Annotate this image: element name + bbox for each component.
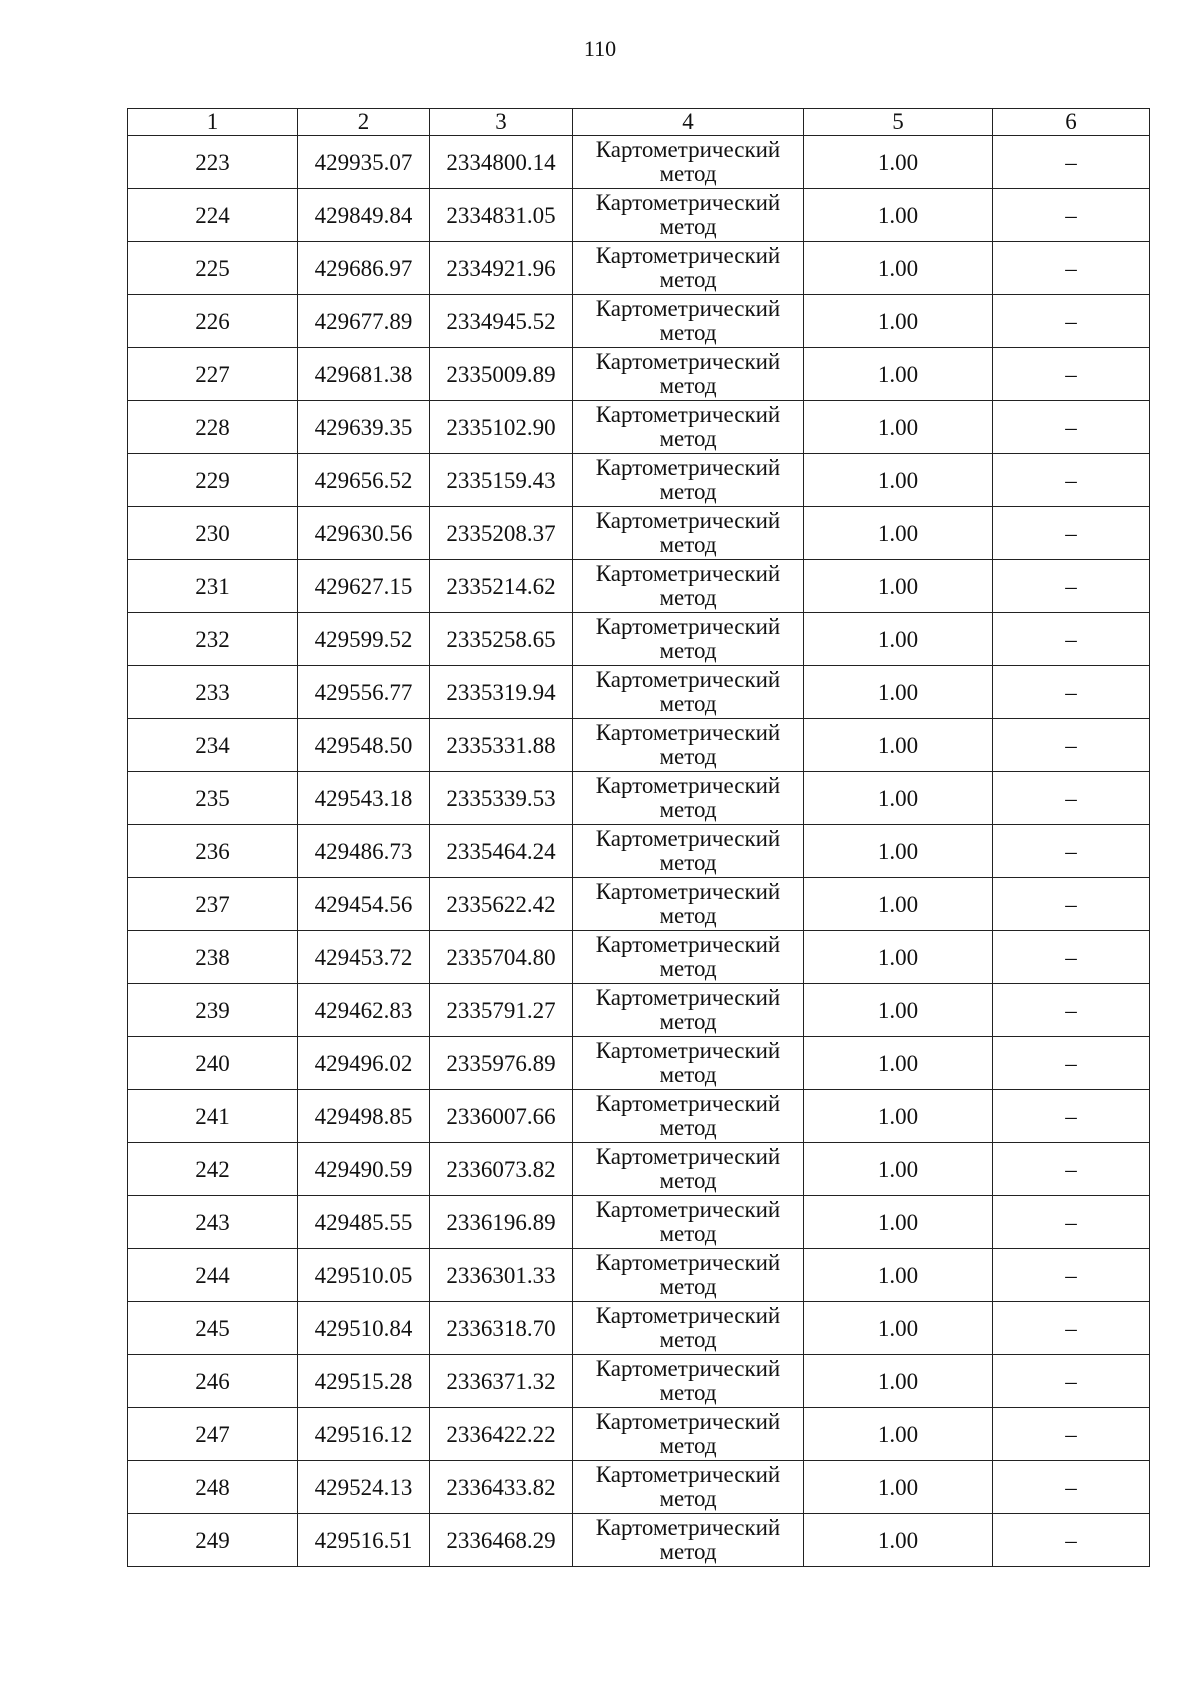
table-row (128, 772, 1150, 825)
column-header-5: 5 (804, 109, 993, 136)
table-row (128, 1302, 1150, 1355)
note-cell: – (993, 348, 1150, 401)
accuracy-cell: 1.00 (804, 1514, 993, 1567)
note-cell: – (993, 1302, 1150, 1355)
x-coordinate-cell: 429496.02 (298, 1037, 430, 1090)
accuracy-cell: 1.00 (804, 401, 993, 454)
x-coordinate-cell: 429681.38 (298, 348, 430, 401)
point-number-cell: 243 (128, 1196, 298, 1249)
table-body (128, 136, 1150, 1567)
accuracy-cell: 1.00 (804, 242, 993, 295)
note-cell: – (993, 1514, 1150, 1567)
accuracy-cell: 1.00 (804, 1302, 993, 1355)
note-cell: – (993, 825, 1150, 878)
table-row (128, 613, 1150, 666)
y-coordinate-cell: 2336318.70 (430, 1302, 573, 1355)
note-cell: – (993, 613, 1150, 666)
x-coordinate-cell: 429515.28 (298, 1355, 430, 1408)
table-row (128, 1196, 1150, 1249)
x-coordinate-cell: 429516.51 (298, 1514, 430, 1567)
y-coordinate-cell: 2335339.53 (430, 772, 573, 825)
coordinates-table-container (127, 108, 1149, 1567)
y-coordinate-cell: 2336468.29 (430, 1514, 573, 1567)
y-coordinate-cell: 2335102.90 (430, 401, 573, 454)
method-cell: Картометрический метод (573, 878, 804, 931)
column-header-4: 4 (573, 109, 804, 136)
x-coordinate-cell: 429556.77 (298, 666, 430, 719)
note-cell: – (993, 719, 1150, 772)
accuracy-cell: 1.00 (804, 719, 993, 772)
point-number-cell: 240 (128, 1037, 298, 1090)
y-coordinate-cell: 2335258.65 (430, 613, 573, 666)
note-cell: – (993, 1355, 1150, 1408)
y-coordinate-cell: 2334831.05 (430, 189, 573, 242)
x-coordinate-cell: 429462.83 (298, 984, 430, 1037)
method-cell: Картометрический метод (573, 1514, 804, 1567)
method-cell: Картометрический метод (573, 1461, 804, 1514)
x-coordinate-cell: 429656.52 (298, 454, 430, 507)
x-coordinate-cell: 429686.97 (298, 242, 430, 295)
point-number-cell: 227 (128, 348, 298, 401)
y-coordinate-cell: 2335331.88 (430, 719, 573, 772)
x-coordinate-cell: 429498.85 (298, 1090, 430, 1143)
y-coordinate-cell: 2335464.24 (430, 825, 573, 878)
table-row (128, 1037, 1150, 1090)
point-number-cell: 244 (128, 1249, 298, 1302)
point-number-cell: 249 (128, 1514, 298, 1567)
method-cell: Картометрический метод (573, 1143, 804, 1196)
table-row (128, 295, 1150, 348)
note-cell: – (993, 1408, 1150, 1461)
table-row (128, 1249, 1150, 1302)
point-number-cell: 233 (128, 666, 298, 719)
point-number-cell: 223 (128, 136, 298, 189)
point-number-cell: 236 (128, 825, 298, 878)
y-coordinate-cell: 2335791.27 (430, 984, 573, 1037)
y-coordinate-cell: 2335159.43 (430, 454, 573, 507)
accuracy-cell: 1.00 (804, 1408, 993, 1461)
y-coordinate-cell: 2336433.82 (430, 1461, 573, 1514)
point-number-cell: 234 (128, 719, 298, 772)
point-number-cell: 225 (128, 242, 298, 295)
x-coordinate-cell: 429548.50 (298, 719, 430, 772)
point-number-cell: 228 (128, 401, 298, 454)
method-cell: Картометрический метод (573, 401, 804, 454)
table-row (128, 348, 1150, 401)
table-row (128, 666, 1150, 719)
note-cell: – (993, 1461, 1150, 1514)
table-row (128, 507, 1150, 560)
point-number-cell: 239 (128, 984, 298, 1037)
table-header (128, 109, 1150, 136)
method-cell: Картометрический метод (573, 984, 804, 1037)
table-row (128, 560, 1150, 613)
column-header-3: 3 (430, 109, 573, 136)
accuracy-cell: 1.00 (804, 666, 993, 719)
point-number-cell: 241 (128, 1090, 298, 1143)
accuracy-cell: 1.00 (804, 1249, 993, 1302)
y-coordinate-cell: 2336073.82 (430, 1143, 573, 1196)
x-coordinate-cell: 429849.84 (298, 189, 430, 242)
accuracy-cell: 1.00 (804, 1196, 993, 1249)
note-cell: – (993, 1249, 1150, 1302)
accuracy-cell: 1.00 (804, 1143, 993, 1196)
table-row (128, 1461, 1150, 1514)
method-cell: Картометрический метод (573, 507, 804, 560)
point-number-cell: 238 (128, 931, 298, 984)
accuracy-cell: 1.00 (804, 560, 993, 613)
table-row (128, 931, 1150, 984)
method-cell: Картометрический метод (573, 295, 804, 348)
table-row (128, 1514, 1150, 1567)
method-cell: Картометрический метод (573, 613, 804, 666)
y-coordinate-cell: 2334800.14 (430, 136, 573, 189)
note-cell: – (993, 878, 1150, 931)
method-cell: Картометрический метод (573, 719, 804, 772)
y-coordinate-cell: 2335704.80 (430, 931, 573, 984)
x-coordinate-cell: 429639.35 (298, 401, 430, 454)
table-row (128, 242, 1150, 295)
method-cell: Картометрический метод (573, 1037, 804, 1090)
method-cell: Картометрический метод (573, 825, 804, 878)
point-number-cell: 230 (128, 507, 298, 560)
coordinates-table (127, 108, 1150, 1567)
point-number-cell: 235 (128, 772, 298, 825)
x-coordinate-cell: 429935.07 (298, 136, 430, 189)
method-cell: Картометрический метод (573, 1302, 804, 1355)
y-coordinate-cell: 2334945.52 (430, 295, 573, 348)
method-cell: Картометрический метод (573, 772, 804, 825)
accuracy-cell: 1.00 (804, 507, 993, 560)
page-number: 110 (583, 36, 617, 61)
x-coordinate-cell: 429516.12 (298, 1408, 430, 1461)
x-coordinate-cell: 429524.13 (298, 1461, 430, 1514)
accuracy-cell: 1.00 (804, 878, 993, 931)
column-header-6: 6 (993, 109, 1150, 136)
x-coordinate-cell: 429486.73 (298, 825, 430, 878)
point-number-cell: 245 (128, 1302, 298, 1355)
table-row (128, 136, 1150, 189)
y-coordinate-cell: 2335622.42 (430, 878, 573, 931)
point-number-cell: 229 (128, 454, 298, 507)
point-number-cell: 246 (128, 1355, 298, 1408)
note-cell: – (993, 931, 1150, 984)
x-coordinate-cell: 429454.56 (298, 878, 430, 931)
accuracy-cell: 1.00 (804, 136, 993, 189)
x-coordinate-cell: 429485.55 (298, 1196, 430, 1249)
note-cell: – (993, 984, 1150, 1037)
note-cell: – (993, 772, 1150, 825)
x-coordinate-cell: 429627.15 (298, 560, 430, 613)
y-coordinate-cell: 2335214.62 (430, 560, 573, 613)
method-cell: Картометрический метод (573, 1249, 804, 1302)
y-coordinate-cell: 2335208.37 (430, 507, 573, 560)
point-number-cell: 231 (128, 560, 298, 613)
y-coordinate-cell: 2336196.89 (430, 1196, 573, 1249)
y-coordinate-cell: 2336422.22 (430, 1408, 573, 1461)
accuracy-cell: 1.00 (804, 189, 993, 242)
table-row (128, 1143, 1150, 1196)
y-coordinate-cell: 2335319.94 (430, 666, 573, 719)
method-cell: Картометрический метод (573, 189, 804, 242)
note-cell: – (993, 1143, 1150, 1196)
note-cell: – (993, 242, 1150, 295)
method-cell: Картометрический метод (573, 242, 804, 295)
accuracy-cell: 1.00 (804, 454, 993, 507)
note-cell: – (993, 1037, 1150, 1090)
point-number-cell: 237 (128, 878, 298, 931)
note-cell: – (993, 136, 1150, 189)
table-row (128, 454, 1150, 507)
note-cell: – (993, 666, 1150, 719)
table-row (128, 189, 1150, 242)
table-row (128, 984, 1150, 1037)
accuracy-cell: 1.00 (804, 984, 993, 1037)
accuracy-cell: 1.00 (804, 1355, 993, 1408)
accuracy-cell: 1.00 (804, 772, 993, 825)
method-cell: Картометрический метод (573, 1196, 804, 1249)
y-coordinate-cell: 2336007.66 (430, 1090, 573, 1143)
accuracy-cell: 1.00 (804, 825, 993, 878)
method-cell: Картометрический метод (573, 454, 804, 507)
point-number-cell: 226 (128, 295, 298, 348)
column-header-2: 2 (298, 109, 430, 136)
y-coordinate-cell: 2334921.96 (430, 242, 573, 295)
method-cell: Картометрический метод (573, 136, 804, 189)
x-coordinate-cell: 429510.84 (298, 1302, 430, 1355)
table-row (128, 825, 1150, 878)
method-cell: Картометрический метод (573, 560, 804, 613)
method-cell: Картометрический метод (573, 666, 804, 719)
table-row (128, 1408, 1150, 1461)
table-row (128, 401, 1150, 454)
table-row (128, 719, 1150, 772)
note-cell: – (993, 507, 1150, 560)
y-coordinate-cell: 2335976.89 (430, 1037, 573, 1090)
note-cell: – (993, 1196, 1150, 1249)
table-row (128, 1090, 1150, 1143)
table-row (128, 1355, 1150, 1408)
x-coordinate-cell: 429630.56 (298, 507, 430, 560)
method-cell: Картометрический метод (573, 348, 804, 401)
y-coordinate-cell: 2336301.33 (430, 1249, 573, 1302)
x-coordinate-cell: 429490.59 (298, 1143, 430, 1196)
column-header-1: 1 (128, 109, 298, 136)
point-number-cell: 247 (128, 1408, 298, 1461)
header-row (128, 109, 1150, 136)
point-number-cell: 248 (128, 1461, 298, 1514)
x-coordinate-cell: 429543.18 (298, 772, 430, 825)
y-coordinate-cell: 2336371.32 (430, 1355, 573, 1408)
point-number-cell: 242 (128, 1143, 298, 1196)
accuracy-cell: 1.00 (804, 931, 993, 984)
method-cell: Картометрический метод (573, 1355, 804, 1408)
accuracy-cell: 1.00 (804, 348, 993, 401)
accuracy-cell: 1.00 (804, 295, 993, 348)
method-cell: Картометрический метод (573, 1408, 804, 1461)
method-cell: Картометрический метод (573, 931, 804, 984)
x-coordinate-cell: 429599.52 (298, 613, 430, 666)
table-row (128, 878, 1150, 931)
note-cell: – (993, 189, 1150, 242)
note-cell: – (993, 295, 1150, 348)
point-number-cell: 224 (128, 189, 298, 242)
accuracy-cell: 1.00 (804, 1461, 993, 1514)
point-number-cell: 232 (128, 613, 298, 666)
method-cell: Картометрический метод (573, 1090, 804, 1143)
note-cell: – (993, 560, 1150, 613)
accuracy-cell: 1.00 (804, 1037, 993, 1090)
accuracy-cell: 1.00 (804, 1090, 993, 1143)
accuracy-cell: 1.00 (804, 613, 993, 666)
note-cell: – (993, 401, 1150, 454)
note-cell: – (993, 454, 1150, 507)
x-coordinate-cell: 429510.05 (298, 1249, 430, 1302)
x-coordinate-cell: 429453.72 (298, 931, 430, 984)
note-cell: – (993, 1090, 1150, 1143)
x-coordinate-cell: 429677.89 (298, 295, 430, 348)
y-coordinate-cell: 2335009.89 (430, 348, 573, 401)
